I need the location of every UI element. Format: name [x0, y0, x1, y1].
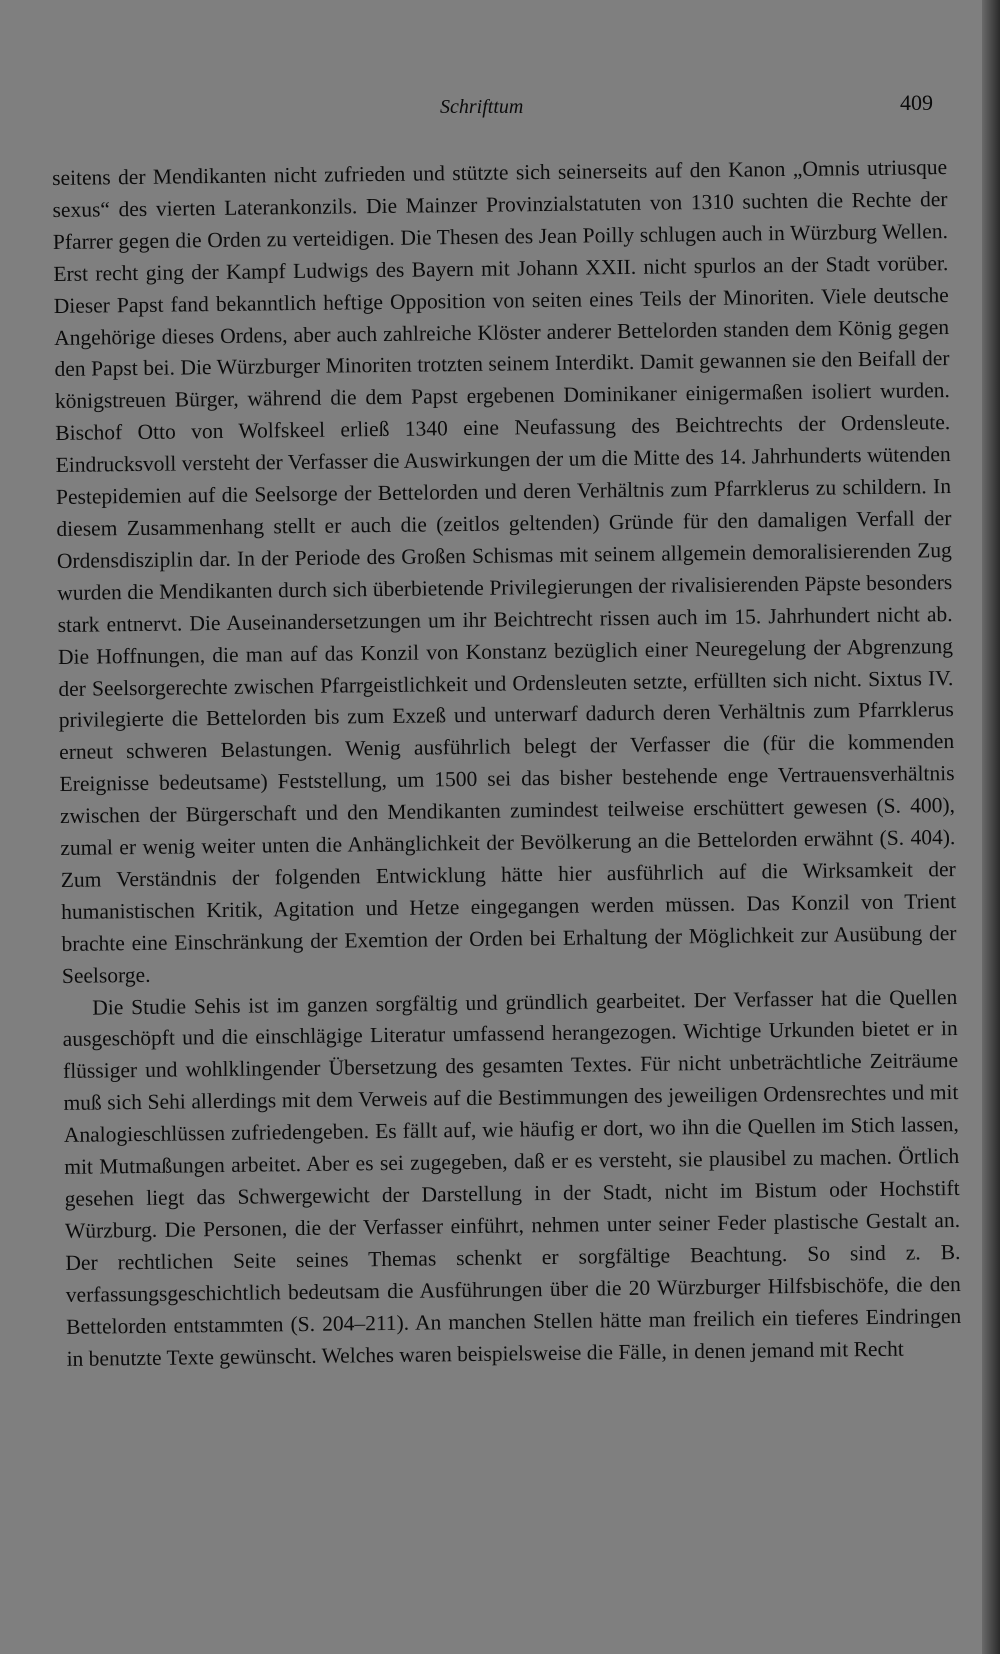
page-edge-shadow: [982, 0, 1000, 1654]
paragraph-2: Die Studie Sehis ist im ganzen sorgfältig und gründlich gearbeitet. Der Verfasser hat die Quellen ausgeschöpft und die einschlägige Literatur umfassend herangezogen. Wichtige Urkunden bietet er in flüssiger und wohlklingender Übersetzung des gesamten Textes. Für nicht unbeträchtliche Zeiträume muß sich Sehi allerdings mit dem Verweis auf die Bestimmungen des jeweiligen Ordensrechtes und mit Analogieschlüssen zufriedengeben. Es fällt auf, wie häufig er dort, wo ihn die Quellen im Stich lassen, mit Mutmaßungen arbeitet. Aber es sei zugegeben, daß er es versteht, sie plausibel zu machen. Örtlich gesehen liegt das Schwergewicht der Darstellung in der Stadt, nicht im Bistum oder Hochstift Würzburg. Die Personen, die der Verfasser einführt, nehmen unter seiner Feder plastische Gestalt an. Der rechtlichen Seite seines Themas schenkt er sorgfältige Beachtung. So sind z. B. verfassungsgeschichtlich bedeutsam die Ausführungen über die 20 Würzburger Hilfsbischöfe, die den Bettelorden entstammten (S. 204–211). An manchen Stellen hätte man freilich ein tieferes Eindringen in benutzte Texte gewünscht. Welches waren beispielsweise die Fälle, in denen jemand mit Recht: [62, 984, 962, 1371]
page-number: 409: [900, 90, 933, 115]
paragraph-1: seitens der Mendikanten nicht zufrieden und stützte sich seinerseits auf den Kanon „Omnis utriusque sexus“ des vierten Laterankonzils. Die Mainzer Provinzialstatuten von 1310 suchten die Rechte der Pfarrer gegen die Orden zu verteidigen. Die Thesen des Jean Poilly schlugen auch in Würzburg Wellen. Erst recht ging der Kampf Ludwigs des Bayern mit Johann XXII. nicht spurlos an der Stadt vorüber. Dieser Papst fand bekanntlich heftige Opposition von seiten eines Teils der Minoriten. Viele deutsche Angehörige dieses Ordens, aber auch zahlreiche Klöster anderer Bettelorden standen dem König gegen den Papst bei. Die Würzburger Minoriten trotzten seinem Interdikt. Damit gewannen sie den Beifall der königstreuen Bürger, während die dem Papst ergebenen Dominikaner einigermaßen isoliert wurden. Bischof Otto von Wolfskeel erließ 1340 eine Neufassung des Beichtrechts der Ordensleute. Eindrucksvoll versteht der Verfasser die Auswirkungen der um die Mitte des 14. Jahrhunderts wütenden Pestepidemien auf die Seelsorge der Bettelorden und deren Verhältnis zum Pfarrklerus zu schildern. In diesem Zusammenhang stellt er auch die (zeitlos geltenden) Gründe für den damaligen Verfall der Ordensdisziplin dar. In der Periode des Großen Schismas mit seinem allgemein demoralisierenden Zug wurden die Mendikanten durch sich überbietende Privilegierungen der rivalisierenden Päpste besonders stark entnervt. Die Auseinandersetzungen um ihr Beichtrecht rissen auch im 15. Jahrhundert nicht ab. Die Hoffnungen, die man auf das Konzil von Konstanz bezüglich einer Neuregelung der Abgrenzung der Seelsorgerechte zwischen Pfarrgeistlichkeit und Ordensleuten setzte, erfüllten sich nicht. Sixtus IV. privilegierte die Bettelorden bis zum Exzeß und unterwarf dadurch deren Verhältnis zum Pfarrklerus erneut schweren Belastungen. Wenig ausführlich belegt der Verfasser die (für die kommenden Ereignisse bedeutsame) Feststellung, um 1500 sei das bisher bestehende enge Vertrauensverhältnis zwischen der Bürgerschaft und den Mendikanten zumindest teilweise erschüttert gewesen (S. 400), zumal er wenig weiter unten die Anhänglichkeit der Bevölkerung an die Bettelorden erwähnt (S. 404). Zum Verständnis der folgenden Entwicklung hätte hier ausführlich auf die Wirksamkeit der humanistischen Kritik, Agitation und Hetze eingegangen werden müssen. Das Konzil von Trient brachte eine Einschränkung der Exemtion der Orden bei Erhaltung der Möglichkeit zur Ausübung der Seelsorge.: [52, 155, 957, 988]
running-title: Schrifttum: [440, 96, 524, 118]
body-text: [52, 152, 962, 1375]
page-header: [0, 90, 1000, 130]
